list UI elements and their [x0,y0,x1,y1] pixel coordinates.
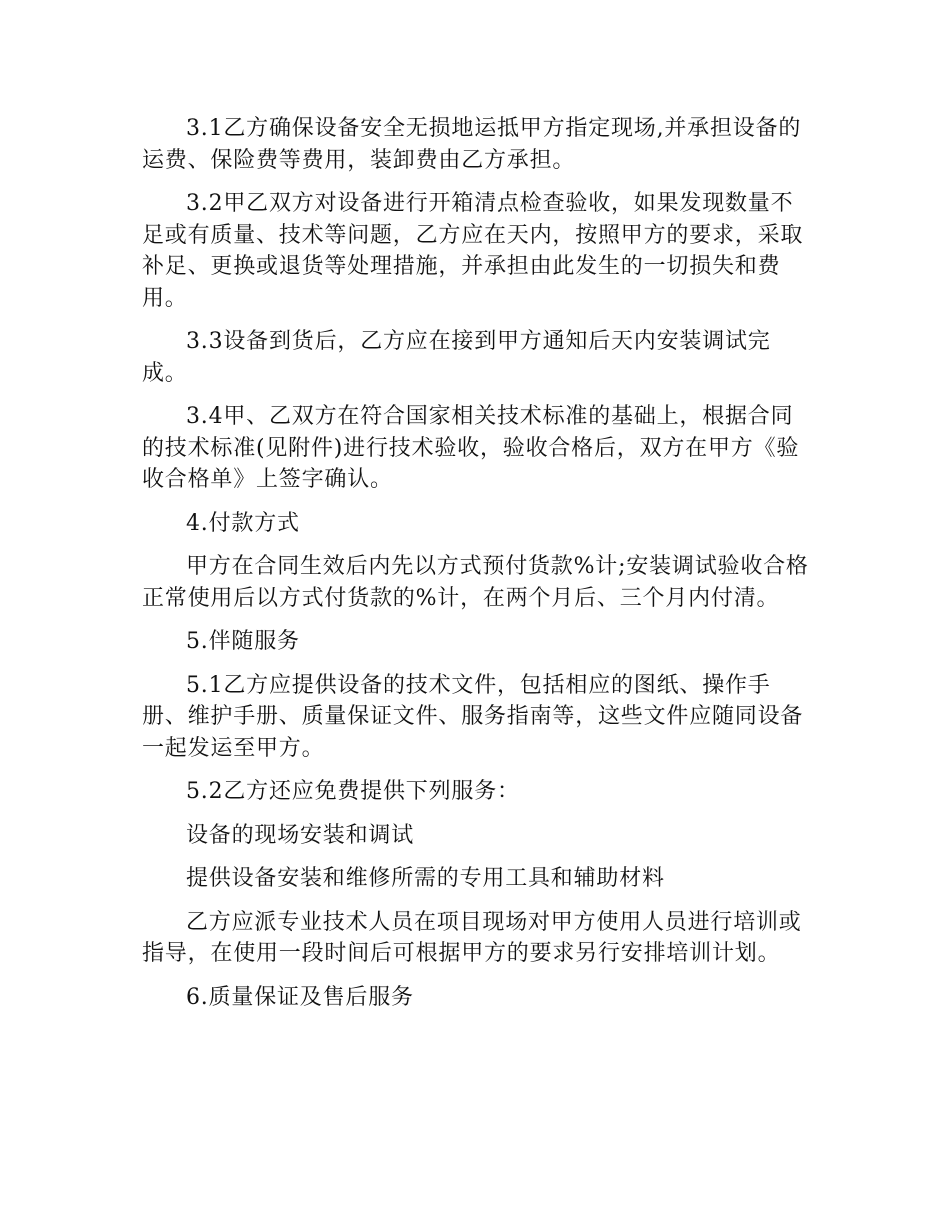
service-item-training: 乙方应派专业技术人员在项目现场对甲方使用人员进行培训或指导，在使用一段时间后可根据甲方的要求另行安排培训计划。 [142,909,802,966]
paragraph-3-4: 3.4甲、乙双方在符合国家相关技术标准的基础上，根据合同的技术标准(见附件)进行技术验收，验收合格后，双方在甲方《验收合格单》上签字确认。 [142,404,800,492]
paragraph-3-2: 3.2甲乙双方对设备进行开箱清点检查验收，如果发现数量不足或有质量、技术等问题，乙方应在天内，按照甲方的要求，采取补足、更换或退货等处理措施，并承担由此发生的一切损失和费用。 [142,191,804,311]
service-item-tools: 提供设备安装和维修所需的专用工具和辅助材料 [186,866,665,891]
paragraph-5-1: 5.1乙方应提供设备的技术文件，包括相应的图纸、操作手册、维护手册、质量保证文件、服务指南等，这些文件应随同设备一起发运至甲方。 [142,672,804,761]
section-heading-payment: 4.付款方式 [186,510,300,536]
paragraph-5-2: 5.2乙方还应免费提供下列服务： [186,779,520,804]
document-body [142,113,810,1025]
paragraph-3-1: 3.1乙方确保设备安全无损地运抵甲方指定现场,并承担设备的运费、保险费等费用，装卸费由乙方承担。 [142,116,802,173]
paragraph-3-3: 3.3设备到货后，乙方应在接到甲方通知后天内安装调试完成。 [142,329,771,386]
section-heading-warranty: 6.质量保证及售后服务 [186,984,414,1010]
section-heading-services: 5.伴随服务 [186,629,300,654]
service-item-installation: 设备的现场安装和调试 [186,822,415,848]
paragraph-payment-terms: 甲方在合同生效后内先以方式预付货款%计;安装调试验收合格正常使用后以方式付货款的%计，在两个月后、三个月内付清。 [142,554,809,611]
